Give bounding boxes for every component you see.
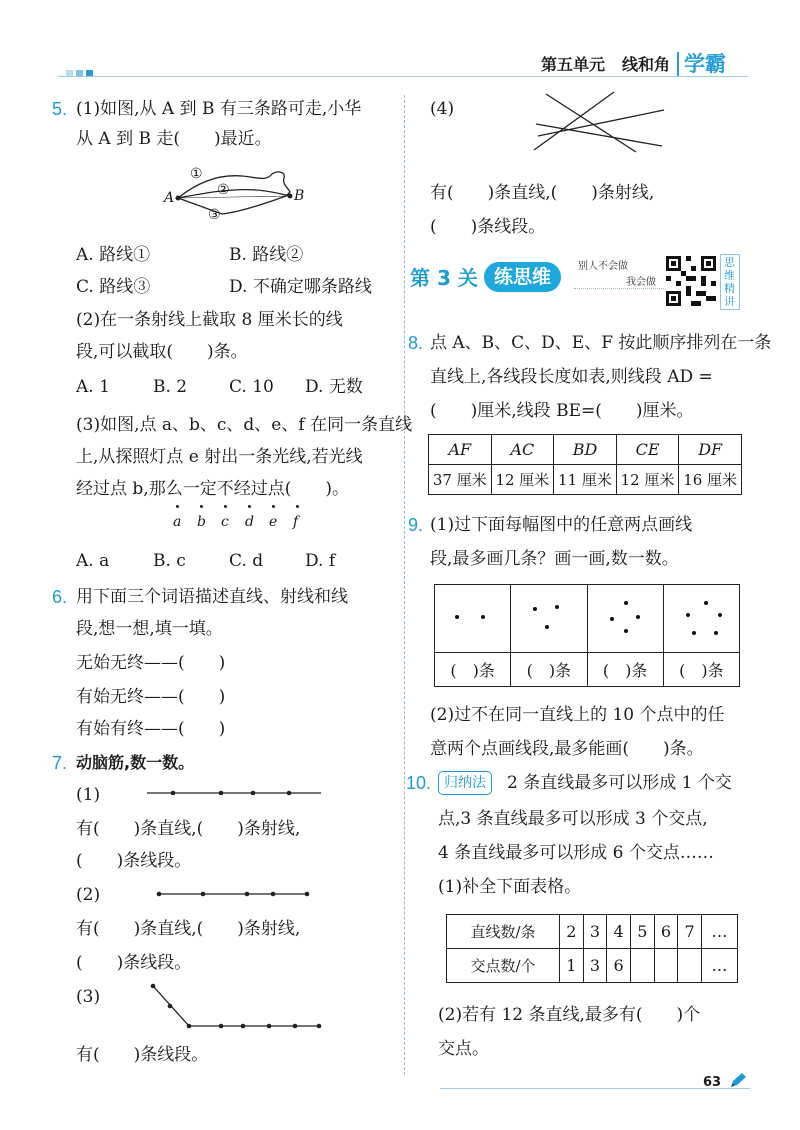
- q7-part1-answer-line2[interactable]: ( )条线段。: [76, 851, 192, 871]
- q5-part1-option-a[interactable]: A. 路线①: [76, 245, 151, 265]
- column-divider: [404, 95, 405, 1075]
- q10-row1-cell: 3: [583, 915, 607, 949]
- section-note-2: 我会做: [626, 277, 656, 288]
- q5-part1-option-d[interactable]: D. 不确定哪条路线: [229, 277, 372, 297]
- q5-part2-option-b[interactable]: B. 2: [153, 377, 188, 397]
- dot: [714, 631, 718, 635]
- q9-part2-line2[interactable]: 意两个点画线段,最多能画( )条。: [430, 739, 704, 759]
- q7-part3-answer[interactable]: 有( )条线段。: [76, 1045, 209, 1065]
- q5-part3-option-a[interactable]: A. a: [76, 551, 110, 571]
- q10-table: [446, 914, 738, 983]
- header-rule: [58, 76, 748, 77]
- q7-number: 7.: [52, 753, 68, 773]
- q10-row2-cell: 6: [607, 949, 631, 983]
- section-name-badge: [484, 262, 561, 292]
- q8-header-cell: BD: [554, 435, 617, 465]
- q7-part3-label: (3): [76, 987, 101, 1007]
- q7-part2-answer-line2[interactable]: ( )条线段。: [76, 953, 192, 973]
- q10-line2: 点,3 条直线最多可以形成 3 个交点,: [438, 809, 708, 829]
- q7-part4-label: (4): [430, 99, 455, 119]
- header-divider: [677, 52, 679, 76]
- q9-number: 9.: [408, 515, 424, 535]
- q9-dots-cell-1[interactable]: [435, 585, 511, 653]
- q8-value-cell: 16 厘米: [679, 465, 742, 495]
- q10-row2-cell: …: [701, 949, 737, 983]
- point-label: d: [245, 514, 254, 530]
- dot: [610, 617, 614, 621]
- section-level: 第 3 关: [410, 266, 478, 290]
- q10-row1-label: 直线数/条: [447, 915, 560, 949]
- point-label: e: [269, 514, 278, 530]
- q7-part4-answer-line2[interactable]: ( )条线段。: [430, 217, 546, 237]
- dot: [555, 605, 559, 609]
- q5-number: 5.: [52, 99, 68, 119]
- q6-line2: 段,想一想,填一填。: [76, 619, 223, 639]
- q10-row2-cell: 3: [583, 949, 607, 983]
- dot: [545, 625, 549, 629]
- point-dot: [248, 505, 251, 508]
- dot: [686, 613, 690, 617]
- q10-line1: 2 条直线最多可以形成 1 个交: [507, 773, 732, 793]
- q8-value-cell: 12 厘米: [616, 465, 679, 495]
- q10-number: 10.: [406, 773, 432, 793]
- q5-part1-option-b[interactable]: B. 路线②: [229, 245, 304, 265]
- q5-fig-label-b: B: [294, 188, 305, 204]
- q5-part1-line2: 从 A 到 B 走( )最近。: [76, 129, 272, 149]
- q8-table: [428, 434, 742, 495]
- q10-part2-line2: 交点。: [438, 1039, 489, 1059]
- q9-part1-line1: (1)过下面每幅图中的任意两点画线: [430, 515, 693, 535]
- q9-answer-cell[interactable]: ( )条: [511, 653, 587, 687]
- q10-method-label: 归纳法: [444, 775, 486, 791]
- q10-part1: (1)补全下面表格。: [438, 877, 582, 897]
- q5-part1-line1: (1)如图,从 A 到 B 有三条路可走,小华: [76, 99, 362, 119]
- q8-value-cell: 37 厘米: [429, 465, 492, 495]
- q7-fig2: [155, 887, 315, 901]
- q10-method-badge: [438, 771, 492, 795]
- q8-header-cell: AF: [429, 435, 492, 465]
- q7-part4-answer-line1[interactable]: 有( )条直线,( )条射线,: [430, 183, 655, 203]
- q9-dots-cell-2[interactable]: [511, 585, 587, 653]
- q8-value-cell: 11 厘米: [554, 465, 617, 495]
- q9-dots-cell-4[interactable]: [663, 585, 739, 653]
- q8-header-cell: AC: [491, 435, 554, 465]
- q9-part2-line1: (2)过不在同一直线上的 10 个点中的任: [430, 705, 725, 725]
- q5-route-figure: [160, 160, 310, 228]
- q5-fig-route3: ③: [208, 207, 221, 223]
- q5-fig-route2: ②: [217, 182, 230, 198]
- q9-answer-cell[interactable]: ( )条: [435, 653, 511, 687]
- pencil-icon: [728, 1072, 748, 1090]
- qr-caption-box: [720, 254, 740, 310]
- q7-fig3: [145, 980, 325, 1032]
- q5-part2-option-a[interactable]: A. 1: [76, 377, 110, 397]
- q7-part2-label: (2): [76, 885, 101, 905]
- q8-line2: 直线上,各线段长度如表,则线段 AD =: [430, 367, 713, 387]
- q10-row2-input[interactable]: [678, 949, 702, 983]
- point-dot: [224, 505, 227, 508]
- q5-fig-label-a: A: [164, 190, 175, 206]
- q6-item1[interactable]: 无始无终——( ): [76, 653, 226, 673]
- dot: [704, 601, 708, 605]
- point-label: b: [197, 514, 206, 530]
- q5-part3-option-b[interactable]: B. c: [153, 551, 186, 571]
- q6-line1: 用下面三个词语描述直线、射线和线: [76, 587, 348, 607]
- q9-dots-table: [434, 584, 740, 687]
- header-squares: [66, 62, 96, 82]
- point-dot: [272, 505, 275, 508]
- q7-part1-label: (1): [76, 785, 101, 805]
- q8-line1: 点 A、B、C、D、E、F 按此顺序排列在一条: [430, 333, 772, 353]
- section-name: 练思维: [494, 266, 552, 288]
- dot: [624, 629, 628, 633]
- q10-row2-cell: 1: [560, 949, 584, 983]
- q9-answer-cell[interactable]: ( )条: [663, 653, 739, 687]
- q10-row2-input[interactable]: [630, 949, 654, 983]
- dot: [533, 607, 537, 611]
- q7-fig1: [145, 786, 325, 800]
- header-topic: 线和角: [622, 55, 671, 74]
- q6-item3[interactable]: 有始有终——( ): [76, 719, 226, 739]
- dot: [481, 615, 485, 619]
- q5-part2-option-c[interactable]: C. 10: [229, 377, 274, 397]
- q10-row2-input[interactable]: [654, 949, 678, 983]
- dot: [455, 615, 459, 619]
- q10-row1-cell: 4: [607, 915, 631, 949]
- dot: [718, 613, 722, 617]
- q6-item2[interactable]: 有始无终——( ): [76, 687, 226, 707]
- q8-number: 8.: [408, 333, 424, 353]
- q7-part2-answer-line1[interactable]: 有( )条直线,( )条射线,: [76, 919, 301, 939]
- q8-line3[interactable]: ( )厘米,线段 BE=( )厘米。: [430, 401, 694, 421]
- q8-header-cell: CE: [616, 435, 679, 465]
- q7-part1-answer-line1[interactable]: 有( )条直线,( )条射线,: [76, 819, 301, 839]
- dot: [692, 631, 696, 635]
- q10-row2-label: 交点数/个: [447, 949, 560, 983]
- point-label: c: [221, 514, 229, 530]
- header-unit: 第五单元: [541, 55, 606, 74]
- q5-part2-line1: (2)在一条射线上截取 8 厘米长的线: [76, 310, 343, 330]
- q8-header-cell: DF: [679, 435, 742, 465]
- q7-fig4: [530, 88, 670, 154]
- q9-part1-line2: 段,最多画几条？画一画,数一数。: [430, 549, 679, 569]
- qr-caption: 思维精讲: [724, 256, 735, 308]
- q10-part2-line1[interactable]: (2)若有 12 条直线,最多有( )个: [438, 1005, 701, 1025]
- point-dot: [200, 505, 203, 508]
- q9-dots-cell-3[interactable]: [587, 585, 663, 653]
- point-dot: [296, 505, 299, 508]
- q5-part2-option-d[interactable]: D. 无数: [305, 377, 363, 397]
- dot: [624, 601, 628, 605]
- dot: [636, 615, 640, 619]
- q5-part3-line1: (3)如图,点 a、b、c、d、e、f 在同一条直线: [76, 415, 413, 435]
- q5-part3-option-c[interactable]: C. d: [229, 551, 264, 571]
- q7-title: 动脑筋,数一数。: [76, 753, 195, 772]
- q9-answer-cell[interactable]: ( )条: [587, 653, 663, 687]
- q6-number: 6.: [52, 587, 68, 607]
- q10-row1-cell: 2: [560, 915, 584, 949]
- q5-part2-line2: 段,可以截取( )条。: [76, 342, 248, 362]
- q10-line3: 4 条直线最多可以形成 6 个交点……: [438, 843, 714, 863]
- q5-part3-option-d[interactable]: D. f: [305, 551, 336, 571]
- page-number: 63: [703, 1075, 722, 1090]
- point-label: a: [173, 514, 182, 530]
- section-note-1: 别人不会做: [578, 261, 628, 272]
- q10-row1-cell: 5: [630, 915, 654, 949]
- q5-points-row: [168, 505, 308, 535]
- q10-row1-cell: …: [701, 915, 737, 949]
- point-dot: [176, 505, 179, 508]
- brand-logo: 学霸: [684, 52, 726, 76]
- q10-row1-cell: 6: [654, 915, 678, 949]
- q8-value-cell: 12 厘米: [491, 465, 554, 495]
- point-label: f: [293, 514, 299, 530]
- q5-fig-route1: ①: [190, 166, 203, 182]
- q5-part3-line3: 经过点 b,那么一定不经过点( )。: [76, 479, 349, 499]
- qr-code-icon[interactable]: [666, 256, 716, 306]
- q5-part3-line2: 上,从探照灯点 e 射出一条光线,若光线: [76, 447, 363, 467]
- q5-part1-option-c[interactable]: C. 路线③: [76, 277, 151, 297]
- q10-row1-cell: 7: [678, 915, 702, 949]
